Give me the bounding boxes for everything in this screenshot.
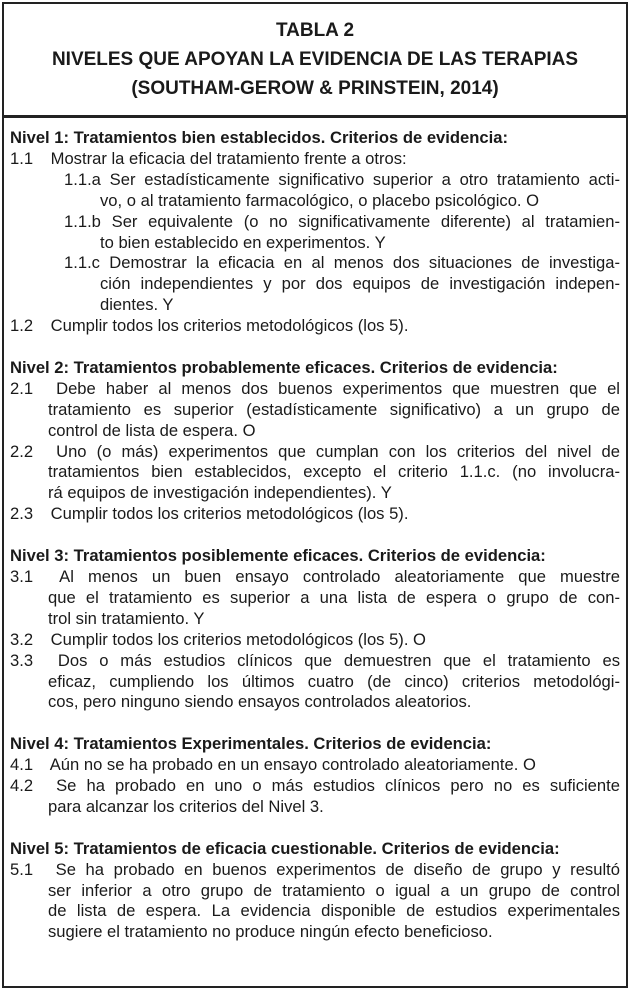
criterion-line: [10, 797, 620, 818]
criterion-item: [10, 860, 620, 944]
criterion-line: [10, 253, 620, 274]
criterion-text: eficaz, cumpliendo los últimos cuatro (de cinco) criterios metodológi-: [48, 671, 620, 691]
criterion-number: 4.2: [10, 776, 34, 796]
criterion-line: [10, 421, 620, 442]
criterion-line: [10, 630, 620, 651]
criterion-number: 2.3: [10, 504, 34, 524]
criterion-line: [10, 609, 620, 630]
level-section: [10, 358, 620, 525]
criterion-line: [10, 316, 620, 337]
criterion-text: Cumplir todos los criterios metodológicos (los 5). O: [50, 629, 426, 649]
criterion-number: 3.1: [10, 567, 34, 586]
table-number: TABLA 2: [275, 20, 355, 41]
criterion-line: [10, 860, 620, 881]
criterion-text: Ser equivalente (o no significativamente diferente) al tratamien-: [111, 211, 620, 231]
criterion-line: [10, 379, 620, 400]
criterion-text: dientes. Y: [100, 295, 174, 315]
criterion-line: [10, 442, 620, 463]
criterion-line: [10, 170, 620, 191]
criterion-text: Ser estadísticamente significativo superior a otro tratamiento acti-: [109, 169, 620, 189]
criterion-number: 1.1.a: [64, 169, 101, 189]
criterion-number: 2.2: [10, 441, 34, 461]
criterion-text: Aún no se ha probado en un ensayo controlado aleatoriamente. O: [49, 755, 536, 775]
criterion-item: [10, 776, 620, 818]
criterion-text: to bien establecido en experimentos. Y: [100, 232, 386, 252]
criterion-number: 3.3: [10, 650, 34, 670]
criterion-number: 2.1: [10, 378, 34, 398]
criterion-text: Mostrar la eficacia del tratamiento frente a otros:: [50, 148, 407, 168]
criterion-line: [10, 567, 620, 588]
criterion-number: 1.1.c: [64, 253, 100, 273]
criterion-text: sugiere el tratamiento no produce ningún efecto beneficioso.: [48, 922, 493, 942]
criterion-text: Cumplir todos los criterios metodológicos (los 5).: [50, 316, 409, 336]
criterion-line: [10, 672, 620, 693]
criterion-number: 1.2: [10, 316, 34, 336]
criterion-text: que el tratamiento es superior a una lista de espera o grupo de con-: [48, 587, 620, 607]
criterion-text: para alcanzar los criterios del Nivel 3.: [48, 796, 324, 816]
criterion-line: [10, 295, 620, 316]
criterion-line: [10, 776, 620, 797]
criterion-text: vo, o al tratamiento farmacológico, o placebo psicológico. O: [100, 190, 540, 210]
criterion-text: rá equipos de investigación independientes). Y: [48, 483, 392, 503]
criterion-text: Dos o más estudios clínicos que demuestren que el tratamiento es: [57, 650, 620, 670]
criterion-number: 1.1: [10, 148, 34, 168]
criterion-line: [10, 901, 620, 922]
criterion-line: [10, 400, 620, 421]
criterion-line: [10, 462, 620, 483]
criterion-text: ser inferior a otro grupo de tratamiento o igual a un grupo de control: [48, 880, 620, 900]
level-title: Nivel 5: Tratamientos de eficacia cuestionable. Criterios de evidencia:: [10, 838, 560, 858]
criterion-line: [10, 274, 620, 295]
criterion-item: [10, 253, 620, 316]
level-title: Nivel 1: Tratamientos bien establecidos. Criterios de evidencia:: [10, 128, 508, 147]
criterion-number: 1.1.b: [64, 211, 101, 231]
criterion-number: 4.1: [10, 755, 34, 775]
level-title: Nivel 2: Tratamientos probablemente eficaces. Criterios de evidencia:: [10, 357, 558, 377]
criterion-line: [10, 588, 620, 609]
criterion-item: [10, 442, 620, 505]
criterion-line: [10, 692, 620, 713]
criterion-line: [10, 755, 620, 776]
criterion-text: tratamientos bien establecidos, excepto el criterio 1.1.c. (no involucra-: [48, 462, 620, 482]
table-frame: [2, 2, 628, 988]
criterion-text: Se ha probado en uno o más estudios clínicos pero no es suficiente: [56, 776, 620, 796]
criterion-line: [10, 651, 620, 672]
criterion-text: Cumplir todos los criterios metodológicos (los 5).: [50, 504, 409, 524]
level-section: [10, 546, 620, 713]
criterion-text: trol sin tratamiento. Y: [48, 608, 205, 628]
criterion-line: [10, 233, 620, 254]
criterion-item: [10, 651, 620, 714]
level-title: Nivel 4: Tratamientos Experimentales. Criterios de evidencia:: [10, 734, 492, 754]
criterion-text: de lista de espera. La evidencia disponible de estudios experimentales: [48, 901, 620, 921]
criterion-text: tratamiento es superior (estadísticamente significativo) a un grupo de: [48, 399, 620, 419]
table-title: NIVELES QUE APOYAN LA EVIDENCIA DE LAS TERAPIAS: [51, 49, 579, 70]
criterion-item: [10, 212, 620, 254]
table-citation: (SOUTHAM-GEROW & PRINSTEIN, 2014): [131, 78, 499, 99]
criterion-item: [10, 504, 620, 525]
criterion-line: [10, 483, 620, 504]
criterion-item: [10, 379, 620, 442]
table-header: [4, 4, 626, 118]
criterion-text: Uno (o más) experimentos que cumplan con los criterios del nivel de: [56, 441, 620, 461]
criterion-line: [10, 212, 620, 233]
table-body: [4, 118, 626, 943]
criterion-line: [10, 881, 620, 902]
criterion-line: [10, 149, 620, 170]
criterion-text: cos, pero ninguno siendo ensayos controlados aleatorios.: [48, 692, 472, 712]
criterion-text: Al menos un buen ensayo controlado aleatoriamente que muestre: [59, 567, 620, 586]
level-section: [10, 839, 620, 944]
criterion-line: [10, 504, 620, 525]
criterion-text: ción independientes y por dos equipos de investigación indepen-: [100, 274, 620, 294]
criterion-number: 5.1: [10, 859, 34, 879]
criterion-line: [10, 922, 620, 943]
criterion-item: [10, 567, 620, 630]
criterion-line: [10, 191, 620, 212]
level-section: [10, 128, 620, 337]
criterion-number: 3.2: [10, 629, 34, 649]
criterion-item: [10, 630, 620, 651]
criterion-text: Debe haber al menos dos buenos experimentos que muestren que el: [56, 378, 620, 398]
criterion-item: [10, 170, 620, 212]
criterion-item: [10, 755, 620, 776]
level-section: [10, 734, 620, 818]
criterion-text: Demostrar la eficacia en al menos dos situaciones de investiga-: [109, 253, 620, 273]
criterion-item: [10, 149, 620, 170]
criterion-text: Se ha probado en buenos experimentos de diseño de grupo y resultó: [55, 859, 620, 879]
level-title: Nivel 3: Tratamientos posiblemente eficaces. Criterios de evidencia:: [10, 546, 546, 566]
criterion-text: control de lista de espera. O: [48, 420, 256, 440]
criterion-item: [10, 316, 620, 337]
